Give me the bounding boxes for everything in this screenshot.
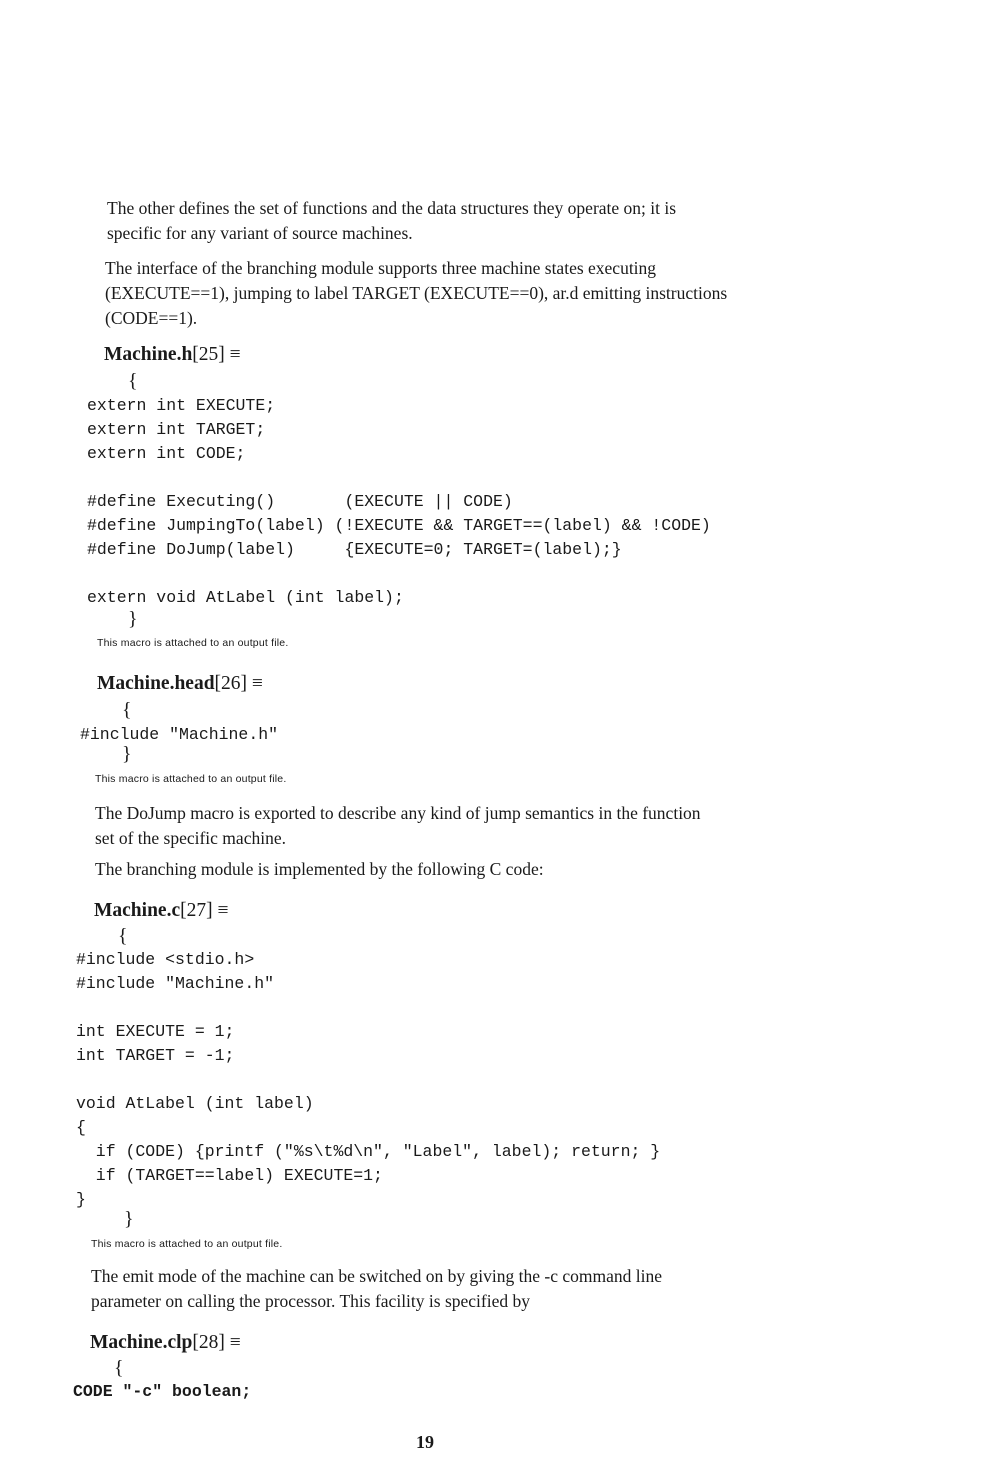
paragraph-line: specific for any variant of source machines. (107, 223, 413, 243)
open-brace: { (114, 1357, 124, 1379)
paragraph-line: The emit mode of the machine can be switched on by giving the -c command line (91, 1266, 663, 1286)
code-line: if (TARGET==label) EXECUTE=1; (76, 1166, 383, 1185)
macro-name: Machine.c (94, 900, 181, 921)
paragraph-branching (95, 857, 770, 882)
code-block-machine-h (87, 394, 711, 610)
code-line: #define DoJump(label) {EXECUTE=0; TARGET=(label);} (87, 540, 622, 559)
code-line (87, 466, 711, 490)
code-line: { (76, 1118, 86, 1137)
code-line: if (CODE) {printf ("%s\t%d\n", "Label", label); return; } (76, 1142, 661, 1161)
equiv-symbol: ≡ (217, 900, 229, 921)
output-file-note: This macro is attached to an output file. (95, 773, 287, 785)
paragraph-dojump (95, 801, 770, 851)
equiv-symbol: ≡ (229, 344, 241, 365)
code-line: #define Executing() (EXECUTE || CODE) (87, 492, 513, 511)
open-brace: { (118, 925, 128, 947)
code-line: extern int TARGET; (87, 420, 266, 439)
close-brace: } (124, 1208, 134, 1230)
paragraph-intro (107, 196, 777, 246)
open-brace: { (122, 699, 132, 721)
macro-title-machine-c (94, 900, 228, 922)
macro-name: Machine.clp (90, 1332, 193, 1353)
macro-title-machine-head (97, 673, 263, 695)
paragraph-line: The DoJump macro is exported to describe any kind of jump semantics in the function (95, 803, 701, 823)
macro-number: [25] (192, 344, 225, 365)
paragraph-line: The other defines the set of functions and the data structures they operate on; it is (107, 198, 677, 218)
paragraph-emit-mode (91, 1264, 766, 1314)
paragraph-line: The interface of the branching module supports three machine states executing (105, 258, 657, 278)
code-line: int TARGET = -1; (76, 1046, 235, 1065)
code-line (76, 1068, 660, 1092)
code-block-machine-head (80, 723, 278, 747)
code-line (87, 562, 711, 586)
macro-title-machine-h (104, 344, 241, 366)
paragraph-line: (EXECUTE==1), jumping to label TARGET (EXECUTE==0), ar.d emitting instructions (105, 283, 728, 303)
macro-title-machine-clp (90, 1332, 241, 1354)
paragraph-line: The branching module is implemented by the following C code: (95, 859, 544, 879)
macro-number: [27] (180, 900, 213, 921)
code-block-machine-c (76, 948, 660, 1212)
code-block-machine-clp (73, 1380, 251, 1404)
macro-name: Machine.head (97, 673, 215, 694)
code-line: extern void AtLabel (int label); (87, 588, 404, 607)
code-line: void AtLabel (int label) (76, 1094, 314, 1113)
code-line: CODE "-c" boolean; (73, 1382, 252, 1401)
code-line: } (76, 1190, 86, 1209)
code-line: extern int EXECUTE; (87, 396, 276, 415)
output-file-note: This macro is attached to an output file. (91, 1238, 283, 1250)
code-line: #define JumpingTo(label) (!EXECUTE && TARGET==(label) && !CODE) (87, 516, 711, 535)
code-line: #include "Machine.h" (76, 974, 275, 993)
macro-number: [28] (192, 1332, 225, 1353)
code-line: #include "Machine.h" (80, 725, 279, 744)
paragraph-line: set of the specific machine. (95, 828, 286, 848)
output-file-note: This macro is attached to an output file. (97, 637, 289, 649)
close-brace: } (128, 608, 138, 630)
code-line: extern int CODE; (87, 444, 246, 463)
macro-name: Machine.h (104, 344, 193, 365)
paragraph-line: parameter on calling the processor. This facility is specified by (91, 1291, 530, 1311)
equiv-symbol: ≡ (251, 673, 263, 694)
code-line: #include <stdio.h> (76, 950, 255, 969)
paragraph-interface (105, 256, 777, 331)
equiv-symbol: ≡ (229, 1332, 241, 1353)
close-brace: } (122, 743, 132, 765)
paragraph-line: (CODE==1). (105, 308, 198, 328)
code-line: int EXECUTE = 1; (76, 1022, 235, 1041)
macro-number: [26] (214, 673, 248, 694)
page-number: 19 (416, 1432, 434, 1452)
open-brace: { (128, 370, 138, 392)
code-line (76, 996, 660, 1020)
